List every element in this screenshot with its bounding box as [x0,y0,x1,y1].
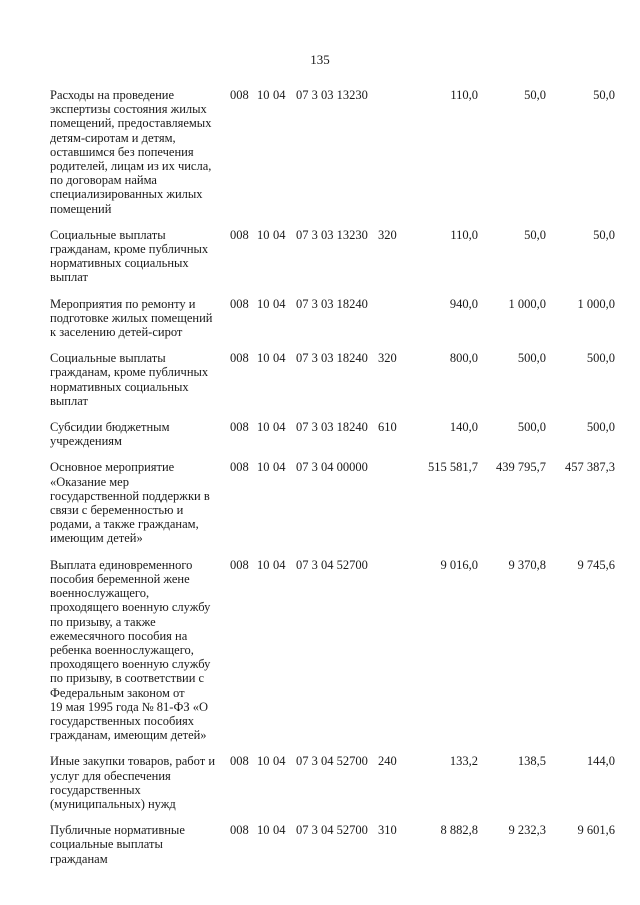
code-target-article: 07 3 04 52700 [296,823,368,838]
code-section: 10 [257,351,270,366]
value-year-1: 515 581,7 [428,460,478,475]
table-row [50,420,615,448]
code-ved: 008 [230,227,249,242]
value-year-3: 457 387,3 [565,460,615,475]
table-row [50,823,615,866]
code-section: 10 [257,88,270,102]
code-section: 10 [257,557,270,572]
value-year-1: 140,0 [449,420,478,435]
value-year-1: 110,0 [450,88,478,102]
budget-table [50,88,615,878]
value-year-3: 9 601,6 [577,823,615,838]
value-year-2: 500,0 [517,351,546,366]
row-name: Мероприятия по ремонту и подготовке жилых помещений к заселению детей-сирот [50,296,213,340]
value-year-1: 133,2 [449,754,478,769]
code-subsection: 04 [273,754,286,769]
row-codes [230,297,410,311]
value-year-3: 50,0 [593,227,615,242]
row-codes [230,88,410,102]
value-year-2: 1 000,0 [508,296,546,311]
code-subsection: 04 [273,351,286,366]
code-expense-type: 320 [378,351,397,366]
code-ved: 008 [230,88,249,102]
code-expense-type [378,460,406,474]
value-year-2: 50,0 [524,88,546,102]
value-year-2: 439 795,7 [496,460,546,475]
value-year-3: 144,0 [586,754,615,769]
row-codes [230,351,410,365]
row-name: Социальные выплаты гражданам, кроме публичных нормативных социальных выплат [50,351,209,408]
code-expense-type [378,88,406,102]
code-target-article: 07 3 03 18240 [296,296,368,311]
code-section: 10 [257,460,270,475]
code-ved: 008 [230,351,249,366]
value-year-2: 50,0 [524,227,546,242]
row-codes [230,460,410,474]
code-expense-type [378,297,406,311]
code-section: 10 [257,227,270,242]
table-row [50,88,615,216]
code-section: 10 [257,754,270,769]
code-ved: 008 [230,823,249,838]
value-year-1: 9 016,0 [440,557,478,572]
code-subsection: 04 [273,460,286,475]
code-expense-type: 610 [378,420,397,435]
code-target-article: 07 3 04 52700 [296,557,368,572]
value-year-2: 9 370,8 [508,557,546,572]
value-year-3: 1 000,0 [577,296,615,311]
row-codes [230,228,410,242]
code-section: 10 [257,296,270,311]
code-section: 10 [257,823,270,838]
table-row [50,297,615,340]
value-year-1: 110,0 [450,227,478,242]
code-subsection: 04 [273,823,286,838]
code-subsection: 04 [273,227,286,242]
row-name: Публичные нормативные социальные выплаты гражданам [50,823,185,866]
code-subsection: 04 [273,88,286,102]
code-section: 10 [257,420,270,435]
table-row [50,351,615,408]
value-year-1: 940,0 [449,296,478,311]
value-year-1: 8 882,8 [440,823,478,838]
code-ved: 008 [230,557,249,572]
row-codes [230,754,410,768]
code-target-article: 07 3 03 18240 [296,351,368,366]
row-name: Субсидии бюджетным учреждениям [50,420,170,449]
page-number: 135 [310,52,330,67]
value-year-3: 500,0 [586,351,615,366]
code-ved: 008 [230,460,249,475]
code-target-article: 07 3 04 52700 [296,754,368,769]
value-year-2: 138,5 [517,754,546,769]
code-expense-type: 310 [378,823,397,838]
code-target-article: 07 3 04 00000 [296,460,368,475]
code-subsection: 04 [273,296,286,311]
value-year-3: 9 745,6 [577,557,615,572]
code-ved: 008 [230,420,249,435]
table-row [50,228,615,285]
code-ved: 008 [230,296,249,311]
value-year-1: 800,0 [449,351,478,366]
value-year-2: 500,0 [517,420,546,435]
row-codes [230,420,410,434]
row-name: Социальные выплаты гражданам, кроме публичных нормативных социальных выплат [50,227,209,285]
table-row [50,558,615,743]
row-name: Расходы на проведение экспертизы состояния жилых помещений, предоставляемых детям-сиротам и детям, оставшимся без попечения родителей, лицам из их числа, по договорам найма специализированных жилых помещений [50,88,212,216]
row-name: Основное мероприятие «Оказание мер государственной поддержки в связи с беременностью и родами, а также гражданам, имеющим детей» [50,460,210,546]
row-codes [230,558,410,572]
code-target-article: 07 3 03 13230 [296,88,368,102]
value-year-3: 50,0 [593,88,615,102]
row-name: Выплата единовременного пособия беременной жене военнослужащего, проходящего военную службу по призыву, а также ежемесячного пособия на ребенка военнослужащего, проходящего военную службу по призыву, в соответствии с Федеральным законом от 19 мая 1995 года № 81-ФЗ «О государственных пособиях гражданам, имеющим детей» [50,557,211,743]
code-target-article: 07 3 03 18240 [296,420,368,435]
value-year-3: 500,0 [586,420,615,435]
table-row [50,754,615,811]
code-expense-type [378,558,406,572]
code-ved: 008 [230,754,249,769]
table-row [50,460,615,545]
row-name: Иные закупки товаров, работ и услуг для обеспечения государственных (муниципальных) нужд [50,754,216,811]
code-expense-type: 320 [378,227,397,242]
row-codes [230,823,410,837]
code-subsection: 04 [273,557,286,572]
code-subsection: 04 [273,420,286,435]
code-target-article: 07 3 03 13230 [296,227,368,242]
code-expense-type: 240 [378,754,397,769]
value-year-2: 9 232,3 [508,823,546,838]
